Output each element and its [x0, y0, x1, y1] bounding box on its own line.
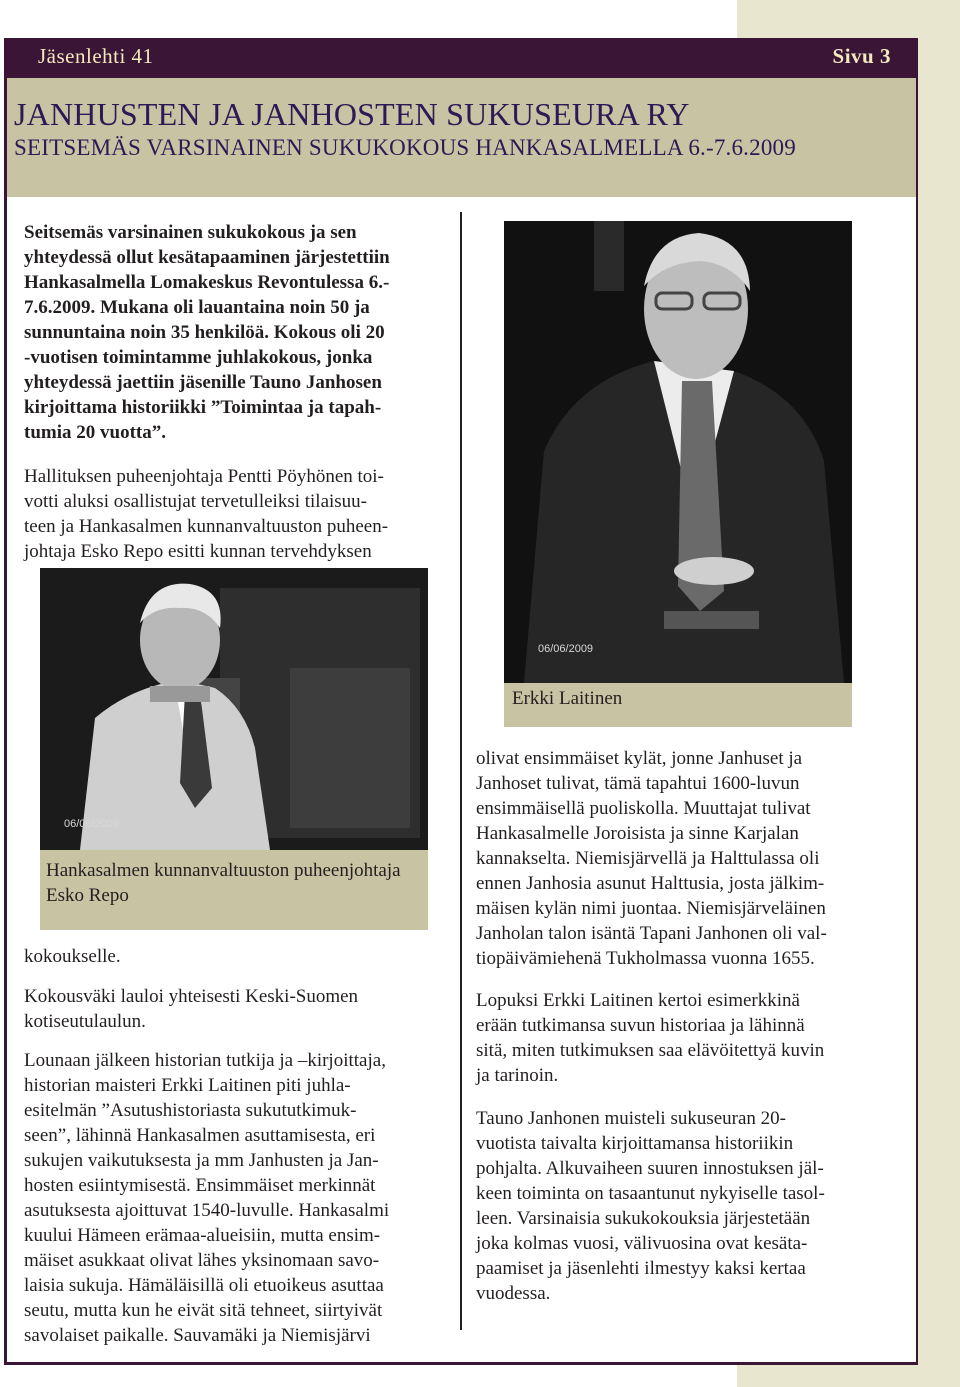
newsletter-issue: Jäsenlehti 41	[38, 44, 154, 68]
text-line: tiopäivämiehenä Tukholmassa vuonna 1655.	[476, 948, 815, 969]
bottom-border	[4, 1362, 918, 1365]
text-line: keen toiminta on tasaantunut nykyiselle tasol-	[476, 1183, 825, 1204]
text-line: Seitsemäs varsinainen sukukokous ja sen	[24, 222, 357, 243]
text-line: historian maisteri Erkki Laitinen piti juhla-	[24, 1075, 351, 1096]
page-number: Sivu 3	[832, 44, 891, 68]
text-line: kuului Hämeen erämaa-alueisiin, mutta ensim-	[24, 1225, 381, 1246]
photo-caption: Erkki Laitinen	[504, 683, 852, 727]
text-line: sitä, miten tutkimuksen saa elävöitettyä kuvin	[476, 1040, 825, 1061]
song-paragraph	[24, 984, 454, 1034]
text-line: ennen Janhosia asunut Halttusia, josta jälkim-	[476, 873, 825, 894]
text-line: sunnuntaina noin 35 henkilöä. Kokous oli 20	[24, 322, 385, 343]
text-line: 7.6.2009. Mukana oli lauantaina noin 50 ja	[24, 297, 370, 318]
text-line: sukujen vaikutuksesta ja mm Janhusten ja Jan-	[24, 1150, 379, 1171]
text-line: mäiset asukkaat olivat lähes yksinomaan savo-	[24, 1250, 380, 1271]
portrait-image	[40, 568, 428, 850]
text-line: seen”, lähinnä Hankasalmen asuttamisesta, eri	[24, 1125, 376, 1146]
text-line: Lounaan jälkeen historian tutkija ja –kirjoittaja,	[24, 1050, 386, 1071]
article-title: JANHUSTEN JA JANHOSTEN SUKUSEURA RY	[14, 96, 690, 132]
text-line: olivat ensimmäiset kylät, jonne Janhuset ja	[476, 748, 803, 769]
welcome-paragraph-end: kokoukselle.	[24, 946, 121, 967]
anniversary-paragraph	[476, 1106, 916, 1306]
history-paragraph	[476, 746, 916, 971]
column-divider	[460, 212, 462, 1330]
intro-paragraph	[24, 220, 454, 445]
text-line: esitelmän ”Asutushistoriasta sukututkimuk-	[24, 1100, 357, 1121]
text-line: Hankasalmelle Joroisista ja sinne Karjalan	[476, 823, 799, 844]
text-line: leen. Varsinaisia sukukokouksia järjestetään	[476, 1208, 811, 1229]
caption-line: Hankasalmen kunnanvaltuuston puheenjohtaja	[46, 860, 401, 881]
text-line: Hallituksen puheenjohtaja Pentti Pöyhönen toi-	[24, 466, 384, 487]
text-line: Janhoset tulivat, tämä tapahtui 1600-luvun	[476, 773, 800, 794]
text-line: laisia sukuja. Hämäläisillä oli etuoikeus asuttaa	[24, 1275, 384, 1296]
text-line: ja tarinoin.	[476, 1065, 559, 1086]
text-line: yhteydessä ollut kesätapaaminen järjestettiin	[24, 247, 390, 268]
text-line: seutu, mutta kun he eivät sitä tehneet, siirtyivät	[24, 1300, 383, 1321]
text-line: yhteydessä jaettiin jäsenille Tauno Janhosen	[24, 372, 382, 393]
text-line: votti aluksi osallistujat tervetulleiksi tilaisuu-	[24, 491, 368, 512]
text-line: Janholan talon isäntä Tapani Janhonen oli val-	[476, 923, 827, 944]
text-line: vuodessa.	[476, 1283, 551, 1304]
text-line: hosten esiintymisestä. Ensimmäiset merkinnät	[24, 1175, 376, 1196]
welcome-paragraph	[24, 464, 454, 564]
text-line: Tauno Janhonen muisteli sukuseuran 20-	[476, 1108, 787, 1129]
text-line: kannakselta. Niemisjärvellä ja Halttulassa oli	[476, 848, 820, 869]
date-stamp: 06/06/2009	[64, 818, 120, 830]
text-line: kotiseutulaulun.	[24, 1011, 146, 1032]
text-line: savolaiset paikalle. Sauvamäki ja Niemisjärvi	[24, 1325, 371, 1346]
text-line: mäisen kylän nimi juontaa. Niemisjärveläinen	[476, 898, 826, 919]
text-line: vuotista taivalta kirjoittamansa historiikin	[476, 1133, 794, 1154]
photo-caption	[40, 850, 428, 930]
lecture-paragraph	[24, 1048, 454, 1348]
text-line: Hankasalmella Lomakeskus Revontulessa 6.-	[24, 272, 390, 293]
text-line: -vuotisen toimintamme juhlakokous, jonka	[24, 347, 373, 368]
article-subtitle: SEITSEMÄS VARSINAINEN SUKUKOKOUS HANKASALMELLA 6.-7.6.2009	[14, 135, 796, 160]
text-line: teen ja Hankasalmen kunnanvaltuuston puheen-	[24, 516, 389, 537]
photo-esko-repo	[40, 568, 428, 850]
text-line: tumia 20 vuotta”.	[24, 422, 166, 443]
portrait-image	[504, 221, 852, 683]
text-line: pohjalta. Alkuvaiheen suuren innostuksen jäl-	[476, 1158, 824, 1179]
text-line: ensimmäisellä puoliskolla. Muuttajat tulivat	[476, 798, 811, 819]
text-line: asutuksesta ajoittuvat 1540-luvulle. Hankasalmi	[24, 1200, 390, 1221]
photo-erkki-laitinen	[504, 221, 852, 683]
text-line: kirjoittama historiikki ”Toimintaa ja tapah-	[24, 397, 382, 418]
text-line: joka kolmas vuosi, välivuosina ovat kesäta-	[476, 1233, 808, 1254]
text-line: Kokousväki lauloi yhteisesti Keski-Suomen	[24, 986, 359, 1007]
text-line: paamiset ja jäsenlehti ilmestyy kaksi kertaa	[476, 1258, 806, 1279]
text-line: johtaja Esko Repo esitti kunnan tervehdyksen	[24, 541, 372, 562]
family-history-paragraph	[476, 988, 916, 1088]
text-line: Lopuksi Erkki Laitinen kertoi esimerkkinä	[476, 990, 800, 1011]
text-line: erään tutkimansa suvun historiaa ja lähinnä	[476, 1015, 805, 1036]
caption-line: Esko Repo	[46, 885, 129, 906]
date-stamp: 06/06/2009	[538, 643, 594, 655]
